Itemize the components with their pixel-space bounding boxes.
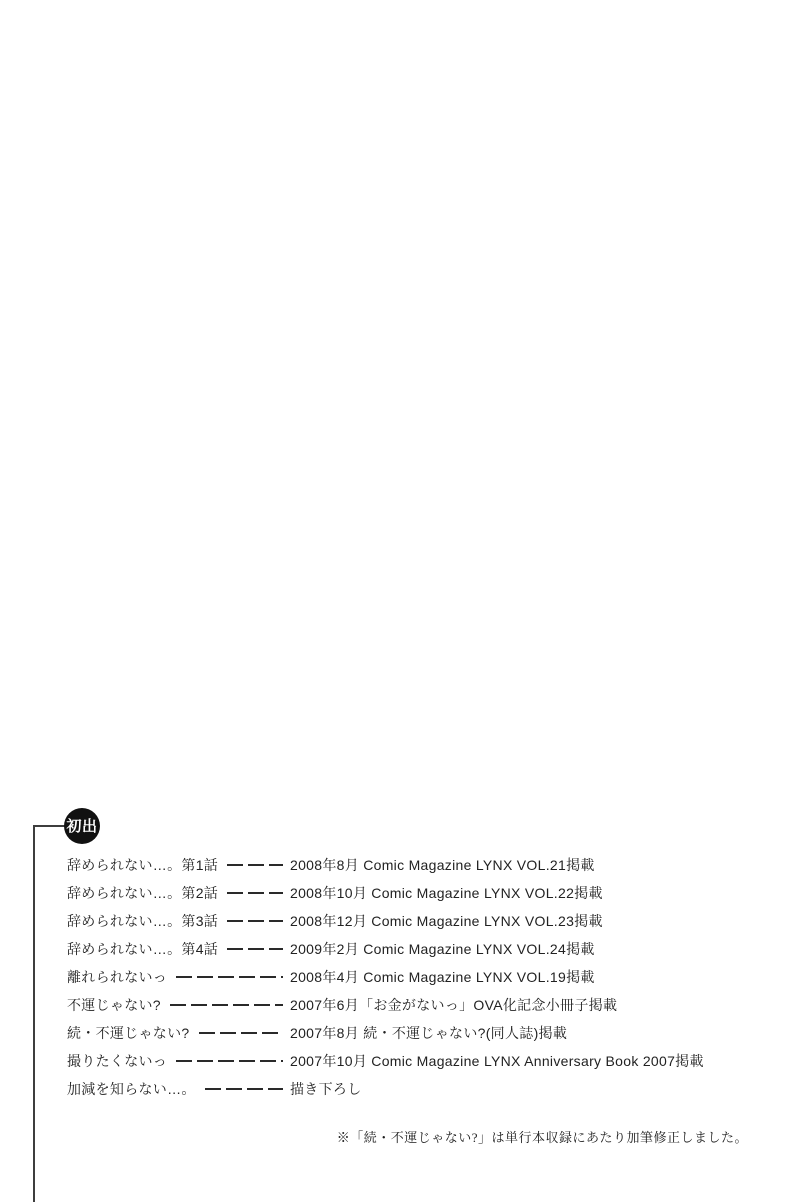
list-item — [67, 851, 737, 879]
entry-title: 不運じゃない? — [67, 997, 161, 1013]
entry-title: 辞められない…。第2話 — [67, 885, 219, 901]
entry-title: 加減を知らない…。 — [67, 1081, 196, 1097]
entry-left-group — [67, 911, 290, 931]
entry-title: 辞められない…。第1話 — [67, 857, 219, 873]
entry-detail: 描き下ろし — [290, 1081, 362, 1097]
entry-detail: 2008年8月 Comic Magazine LYNX VOL.21掲載 — [290, 857, 595, 873]
dash-leader — [227, 920, 283, 922]
entry-left-group — [67, 1023, 290, 1043]
list-item — [67, 935, 737, 963]
entry-detail: 2007年10月 Comic Magazine LYNX Anniversary Book 2007掲載 — [290, 1053, 704, 1069]
entry-left-group — [67, 883, 290, 903]
dash-leader — [176, 1060, 283, 1062]
entry-detail: 2009年2月 Comic Magazine LYNX VOL.24掲載 — [290, 941, 595, 957]
list-item — [67, 1019, 737, 1047]
dash-leader — [170, 1004, 283, 1006]
entry-title: 辞められない…。第3話 — [67, 913, 219, 929]
entry-detail: 2007年6月「お金がないっ」OVA化記念小冊子掲載 — [290, 997, 618, 1013]
dash-leader — [199, 1032, 284, 1034]
dash-leader — [227, 864, 283, 866]
entry-left-group — [67, 1079, 290, 1099]
list-item — [67, 963, 737, 991]
entry-title: 撮りたくないっ — [67, 1053, 168, 1069]
entry-title: 続・不運じゃない? — [67, 1025, 190, 1041]
entry-left-group — [67, 967, 290, 987]
entry-detail: 2008年10月 Comic Magazine LYNX VOL.22掲載 — [290, 885, 603, 901]
entry-title: 離れられないっ — [67, 969, 168, 985]
entry-left-group — [67, 995, 290, 1015]
dash-leader — [205, 1088, 283, 1090]
entry-left-group — [67, 855, 290, 875]
publication-list — [67, 851, 737, 1103]
entry-detail: 2008年4月 Comic Magazine LYNX VOL.19掲載 — [290, 969, 595, 985]
badge-label: 初出 — [66, 817, 98, 835]
footnote: ※「続・不運じゃない?」は単行本収録にあたり加筆修正しました。 — [336, 1130, 748, 1145]
entry-detail: 2008年12月 Comic Magazine LYNX VOL.23掲載 — [290, 913, 603, 929]
first-publication-badge — [64, 808, 100, 844]
list-item — [67, 1075, 737, 1103]
list-item — [67, 991, 737, 1019]
list-item — [67, 1047, 737, 1075]
dash-leader — [227, 892, 283, 894]
list-item — [67, 879, 737, 907]
entry-left-group — [67, 939, 290, 959]
dash-leader — [176, 976, 283, 978]
bracket-line — [33, 825, 65, 1202]
entry-title: 辞められない…。第4話 — [67, 941, 219, 957]
entry-detail: 2007年8月 続・不運じゃない?(同人誌)掲載 — [290, 1025, 568, 1041]
entry-left-group — [67, 1051, 290, 1071]
list-item — [67, 907, 737, 935]
dash-leader — [227, 948, 283, 950]
